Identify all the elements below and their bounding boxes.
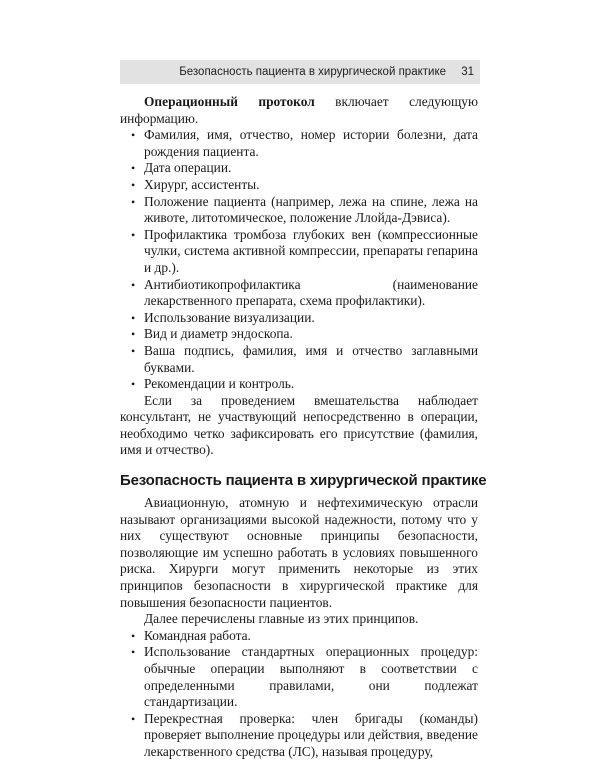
protocol-closing: Если за проведением вмешательства наблюдает консультант, не участвующий непосредственно в операции, необходимо четко зафиксировать его присутствие (фамилия, имя и отчество).	[120, 392, 478, 458]
bullet-icon: •	[131, 327, 136, 342]
list-item: • Фамилия, имя, отчество, номер истории болезни, дата рождения пациента.	[131, 127, 478, 159]
running-header	[120, 60, 480, 84]
protocol-list	[120, 127, 478, 393]
list-item: • Ваша подпись, фамилия, имя и отчество заглавными буквами.	[131, 342, 478, 375]
list-item: • Использование стандартных операционных процедур: обычные операции выполняют в соответствии с определенными правилами, они подлежат стандартизации.	[131, 644, 478, 710]
bullet-icon: •	[131, 177, 136, 192]
bullet-icon: •	[131, 128, 136, 143]
bullet-icon: •	[131, 628, 136, 643]
protocol-intro	[120, 94, 478, 127]
list-item: • Использование визуализации.	[131, 309, 315, 325]
list-item: • Командная работа.	[131, 627, 251, 643]
list-item: • Хирург, ассистенты.	[131, 176, 260, 192]
list-item: • Вид и диаметр эндоскопа.	[131, 326, 293, 342]
list-item: • Положение пациента (например, лежа на спине, лежа на животе, литотомическое, положение Ллойда-Дэвиса).	[131, 193, 478, 226]
running-header-title: Безопасность пациента в хирургической практике	[179, 66, 446, 78]
section-paragraph: Далее перечислены главные из этих принципов.	[144, 611, 419, 627]
list-item: • Дата операции.	[131, 160, 232, 176]
list-item: • Антибиотикопрофилактика (наименование лекарственного препарата, схема профилактики).	[131, 276, 478, 309]
bullet-icon: •	[131, 377, 136, 392]
bullet-icon: •	[131, 343, 136, 358]
bullet-icon: •	[131, 711, 136, 726]
bullet-icon: •	[131, 161, 136, 176]
bullet-icon: •	[131, 227, 136, 242]
section-heading: Безопасность пациента в хирургической практике	[120, 472, 487, 490]
list-item: • Перекрестная проверка: член бригады (команды) проверяет выполнение процедуры или действия, введение лекарственного средства (ЛС), называя процедуру,	[131, 710, 478, 759]
body-text	[120, 94, 487, 761]
list-item: • Профилактика тромбоза глубоких вен (компрессионные чулки, система активной компрессии, препараты гепарина и др.).	[131, 226, 478, 275]
page-number: 31	[461, 66, 474, 78]
protocol-lead-rest: включает следующую информацию.	[120, 94, 478, 126]
protocol-lead-bold: Операционный протокол	[144, 94, 315, 109]
bullet-icon: •	[131, 645, 136, 660]
principles-list	[120, 628, 478, 761]
list-item: • Рекомендации и контроль.	[131, 376, 295, 392]
bullet-icon: •	[131, 277, 136, 292]
section-paragraph: Авиационную, атомную и нефтехимическую отрасли называют организациями высокой надежности, потому что у них существуют основные принципы безопасности, позволяющие им успешно работать в условиях повышенного риска. Хирурги могут применить некоторые из этих принципов безопасности в хирургической практике для повышения безопасности пациентов.	[120, 495, 478, 610]
bullet-icon: •	[131, 194, 136, 209]
bullet-icon: •	[131, 310, 136, 325]
